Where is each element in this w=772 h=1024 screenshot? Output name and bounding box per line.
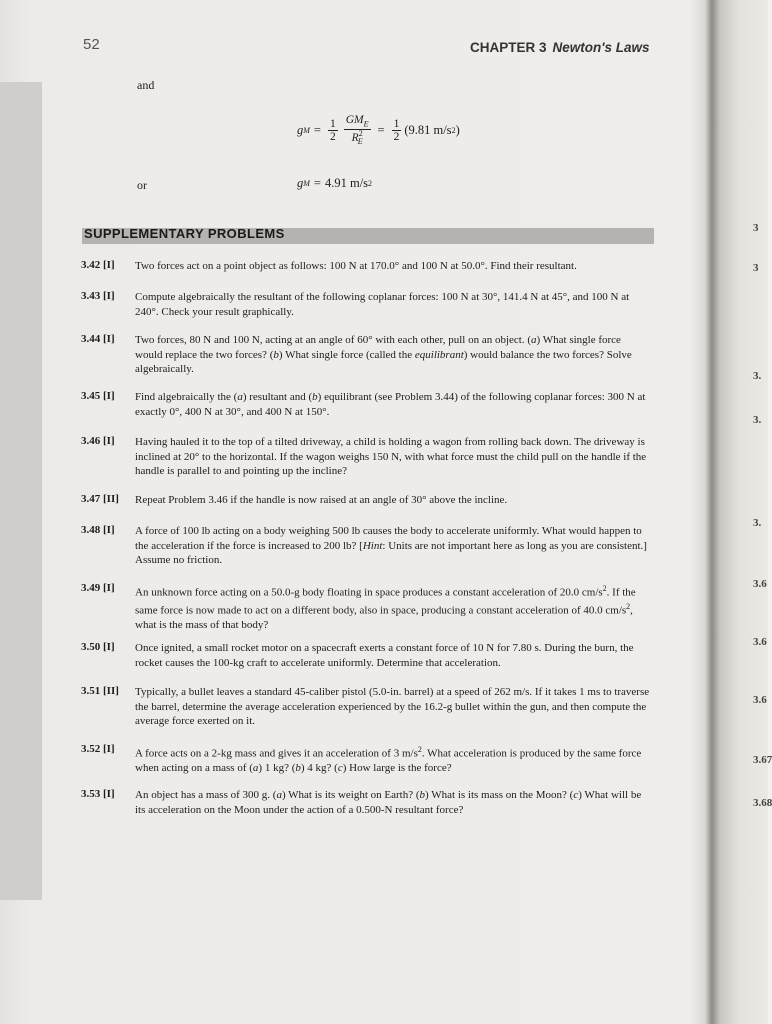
problem-3-50 [81,641,651,670]
problem-3-48 [81,524,651,568]
text-part: ) What is its mass on the Moon? ( [425,789,574,801]
eq1-frac2-num [344,114,371,130]
text-italic: a [276,789,282,801]
equation-gm-formula [297,114,460,146]
adjacent-page-number: 3 [753,222,759,234]
text-part: ) What single force (called the [278,348,415,361]
and-label: and [137,78,155,92]
problem-text: Typically, a bullet leaves a standard 45-caliber pistol (5.0-in. barrel) at a speed of 262 m/s. If it takes 1 ms to traverse the barrel, determine the average acceleration experienced by the 16.2-g bullet within the gun, and then compute the average force exerted on it. [135,686,650,727]
problem-number: 3.49 [I] [81,582,115,594]
section-heading: SUPPLEMENTARY PROBLEMS [84,226,285,241]
adjacent-page-number: 3.6 [753,578,767,590]
problem-3-47 [81,493,651,508]
text-italic: a [237,391,243,403]
eq1-frac2-den-sup: 2 [358,128,363,138]
text-italic: a [252,762,259,775]
problem-text [135,333,651,377]
adjacent-page-number: 3. [753,370,762,382]
adjacent-page-number: 3.6 [753,694,767,706]
eq1-frac2-num-text: GM [345,114,364,126]
problem-text: Repeat Problem 3.46 if the handle is now raised at an angle of 30° above the incline. [135,494,508,506]
problem-text [135,582,651,633]
problem-number: 3.42 [I] [81,259,115,271]
adjacent-page-number: 3.68 [753,797,772,809]
adjacent-page-number: 3. [753,414,762,426]
problem-text [135,390,651,419]
text-sup: 2 [626,602,631,612]
page-number: 52 [83,36,100,53]
problem-number: 3.46 [I] [81,435,115,447]
text-italic: a [531,334,537,346]
eq1-fraction-gm-r2 [344,114,371,146]
problem-number: 3.52 [I] [81,743,115,755]
text-part: . What acceleration is produced by the same force when acting on a mass of ( [135,747,642,775]
text-part: ) 1 kg? ( [258,762,296,775]
problem-number: 3.53 [I] [81,788,115,800]
eq1-frac2-num-sub: E [363,119,369,129]
text-part: , what is the mass of that body? [135,604,633,632]
eq1-value-sup: 2 [451,125,456,135]
problem-text: Compute algebraically the resultant of the following coplanar forces: 100 N at 30°, 141.4 N at 45°, and 100 N at 240°. Check your result graphically. [135,291,630,318]
text-part: ) How large is the force? [342,762,452,775]
problem-3-45 [81,390,651,419]
adjacent-page-number: 3 [753,262,759,274]
eq2-value: 4.91 m/s [324,176,369,190]
text-part: ) 4 kg? ( [300,762,338,775]
text-part: . If the same force is now made to act on a different body, also in space, producing a constant acceleration of 40.0 cm/s [135,586,636,617]
eq1-lhs: g [297,122,304,137]
problem-text [135,788,651,817]
eq1-equals-2: = [377,122,385,137]
problem-3-44 [81,333,651,377]
eq1-value-end: ) [455,122,460,137]
or-label: or [137,178,147,192]
text-sup: 2 [417,745,422,754]
problem-text: Two forces act on a point object as follows: 100 N at 170.0° and 100 N at 50.0°. Find their resultant. [135,260,577,272]
adjacent-page-number: 3. [753,517,762,529]
problem-number: 3.45 [I] [81,390,115,402]
text-italic: equilibrant [414,348,464,361]
eq2-equals: = [313,176,321,190]
problem-number: 3.47 [II] [81,493,119,505]
eq1-equals-1: = [313,122,321,137]
problem-3-51 [81,685,651,729]
text-part: ) would balance the two forces? Solve algebraically. [135,348,632,375]
text-italic: b [273,348,279,361]
eq1-fraction-half-2 [392,118,402,143]
text-part: ) What single force would replace the two forces? ( [135,334,621,361]
eq1-frac1-den: 2 [329,130,336,143]
text-part: Two forces, 80 N and 100 N, acting at an angle of 60° with each other, pull on an object. ( [135,334,532,346]
text-italic: c [337,762,343,775]
text-part: An unknown force acting on a 50.0-g body floating in space produces a constant acceleration of 20.0 cm/s [135,586,603,599]
page-edge-shadow [0,82,42,900]
text-sup: 2 [602,584,607,593]
problem-3-43 [81,290,651,319]
text-part: Find algebraically the ( [135,391,238,403]
adjacent-page-number: 3.67 [753,754,772,766]
text-italic: b [295,762,301,775]
problem-3-46 [81,435,651,479]
text-part: ) equilibrant (see Problem 3.44) of the following coplanar forces: 300 N at exactly 0°, 400 N at 30°, and 400 N at 150°. [135,391,646,418]
eq1-frac2-den [350,130,365,147]
chapter-label: CHAPTER 3 [470,40,547,55]
eq1-lhs-sub: M [303,125,310,135]
running-head [470,40,650,55]
eq2-lhs: g [297,176,304,190]
text-italic: b [312,391,318,403]
problem-text [135,524,651,568]
text-part: ) What is its weight on Earth? ( [281,789,420,801]
eq2-value-sup: 2 [368,179,373,188]
eq2-lhs-sub: M [303,179,310,188]
eq1-frac3-den: 2 [393,130,400,143]
text-part: : Units are not important here as long as you are consistent.] Assume no friction. [135,539,647,566]
problem-3-49 [81,582,651,633]
text-italic: Hint [362,539,383,552]
eq1-frac2-den-sub: E [357,136,363,146]
problem-number: 3.48 [I] [81,524,115,536]
problem-number: 3.50 [I] [81,641,115,653]
text-part: ) resultant and ( [242,391,313,403]
problem-text: Once ignited, a small rocket motor on a spacecraft exerts a constant force of 10 N for 7.80 s. During the burn, the rocket causes the 100-kg craft to accelerate uniformly. Determine that acceleration. [135,642,634,669]
problem-number: 3.51 [II] [81,685,119,697]
chapter-title: Newton's Laws [552,40,650,55]
text-italic: b [419,789,426,801]
text-italic: c [573,789,579,801]
text-part: A force acts on a 2-kg mass and gives it an acceleration of 3 m/s [135,747,418,760]
problem-text [135,743,651,776]
eq1-value: (9.81 m/s [404,122,452,137]
text-part: An object has a mass of 300 g. ( [135,789,277,801]
problem-number: 3.43 [I] [81,290,115,302]
problem-3-52 [81,743,651,776]
text-part: A force of 100 lb acting on a body weighing 500 lb causes the body to accelerate uniformly. What would happen to the acceleration if the force is increased to 200 lb? [ [135,525,642,552]
text-part: ) What will be its acceleration on the Moon under the action of a 0.500-N resultant force? [135,789,642,816]
eq1-frac3-num: 1 [393,117,400,130]
equation-gm-result [297,176,372,191]
problem-3-42 [81,259,651,274]
problem-number: 3.44 [I] [81,333,115,345]
eq1-fraction-half [328,118,338,143]
problem-3-53 [81,788,651,817]
adjacent-page-number: 3.6 [753,636,767,648]
eq1-frac2-den-text: R [351,131,359,144]
eq1-frac1-num: 1 [329,117,336,130]
problem-text: Having hauled it to the top of a tilted driveway, a child is holding a wagon from rolling back down. The driveway is inclined at 20° to the horizontal. If the wagon weighs 150 N, with what force must the child pull on the handle if the handle is parallel to and pointing up the incline? [135,436,647,477]
